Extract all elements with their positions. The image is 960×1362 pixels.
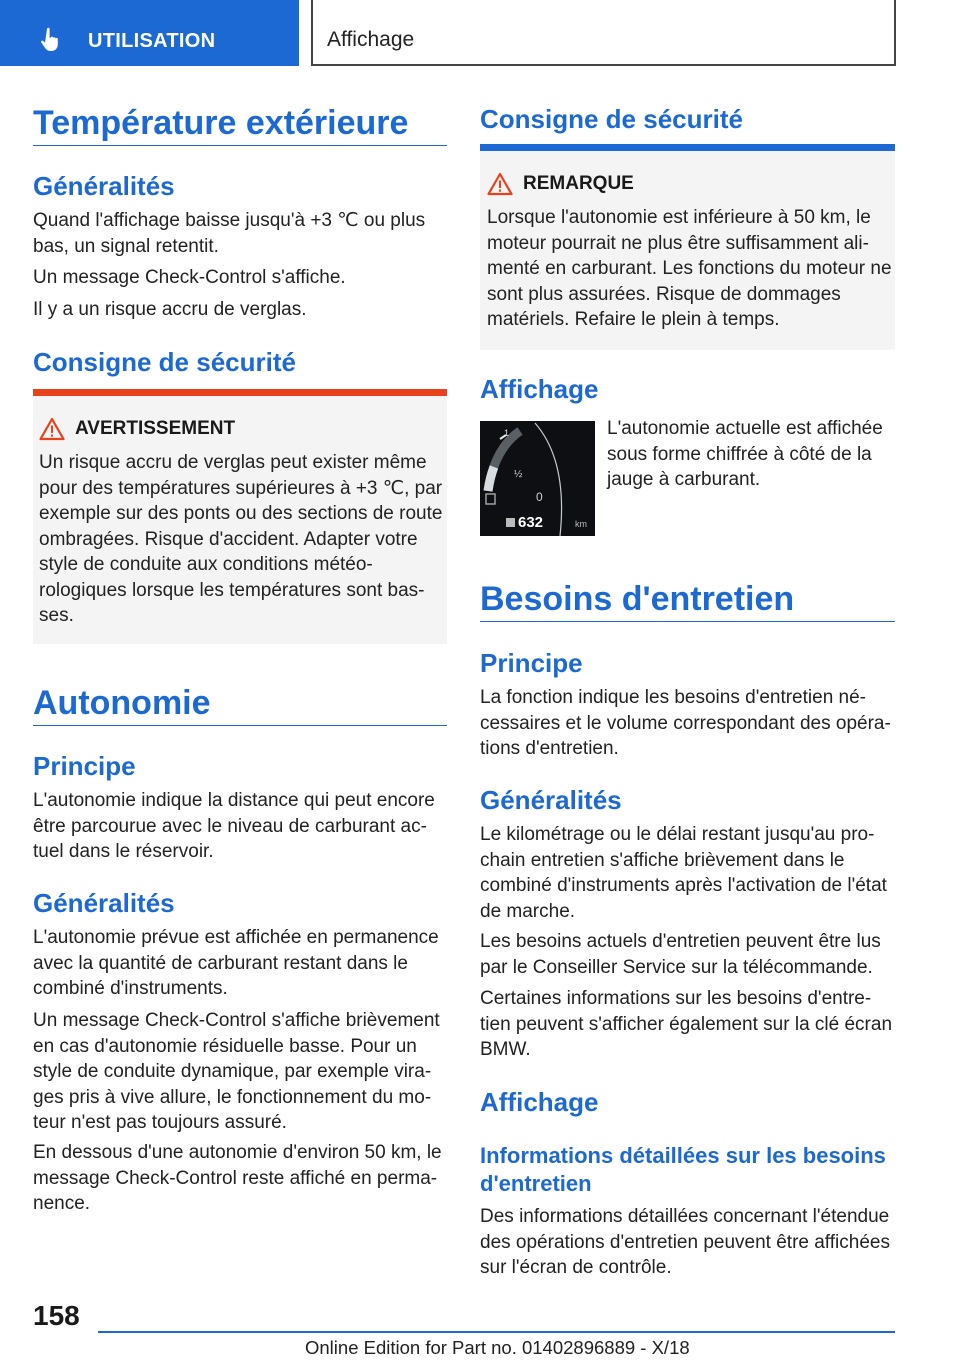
principe-heading: Principe (480, 648, 583, 678)
paragraph: En dessous d'une autonomie d'environ 50 km, le message Check-Control reste affiché en perma-nence. (33, 1142, 442, 1214)
besoins-title: Besoins d'entretien (480, 580, 795, 618)
paragraph: Les besoins actuels d'entretien peuvent être lus par le Conseiller Service sur la télécommande. (480, 931, 881, 978)
title-rule (33, 145, 447, 146)
remark-label: REMARQUE (523, 173, 634, 194)
temperature-title: Température extérieure (33, 104, 409, 142)
gauge-range-unit: km (575, 519, 587, 529)
safety-heading: Consigne de sécurité (33, 347, 296, 377)
paragraph: Certaines informations sur les besoins d'entre-tien peuvent s'afficher également sur la clé écran BMW. (480, 988, 893, 1060)
svg-text:0: 0 (536, 490, 543, 504)
safety-heading: Consigne de sécurité (480, 104, 743, 134)
page-header (0, 0, 960, 66)
section-label: Affichage (327, 28, 415, 51)
info-heading: Informations détaillées sur les besoins d'entretien (480, 1143, 886, 1196)
footer-rule (98, 1331, 895, 1333)
paragraph: L'autonomie actuelle est affichée sous forme chiffrée à côté de la jauge à carburant. (607, 418, 883, 490)
svg-text:1: 1 (504, 428, 510, 438)
generalites-heading: Généralités (33, 888, 175, 918)
paragraph: L'autonomie indique la distance qui peut encore être parcourue avec le niveau de carburant ac-tuel dans le réservoir. (33, 790, 435, 862)
autonomie-title: Autonomie (33, 684, 211, 722)
warning-head (39, 417, 235, 441)
warning-box (33, 389, 447, 644)
principe-heading: Principe (33, 751, 136, 781)
page-number: 158 (33, 1300, 80, 1331)
generalites-heading: Généralités (33, 171, 175, 201)
paragraph: Des informations détaillées concernant l'étendue des opérations d'entretien peuvent être affichées sur l'écran de contrôle. (480, 1206, 890, 1278)
section-box (311, 0, 896, 66)
affichage-heading: Affichage (480, 1087, 599, 1117)
remark-text: Lorsque l'autonomie est inférieure à 50 km, le moteur pourrait ne plus être suffisamment ali-menté en carburant. Les fonctions du moteur ne sont plus assurées. Risque de dommages matériels. Refaire le plein à temps. (487, 207, 892, 330)
gauge-half-label: ½ (514, 469, 523, 480)
chapter-label: UTILISATION (88, 30, 216, 52)
paragraph: La fonction indique les besoins d'entretien né-cessaires et le volume correspondant des opéra-tions d'entretien. (480, 687, 891, 759)
remark-bar (480, 144, 895, 151)
title-rule (480, 621, 895, 622)
chapter-tab (0, 0, 299, 66)
warning-triangle-icon (39, 417, 65, 441)
edition-text: Online Edition for Part no. 01402896889 - X/18 (305, 1337, 690, 1358)
paragraph: Un message Check-Control s'affiche. (33, 267, 346, 288)
hand-pointer-icon (38, 26, 66, 54)
generalites-heading: Généralités (480, 785, 622, 815)
fuel-gauge-image (480, 421, 595, 536)
warning-text: Un risque accru de verglas peut exister même pour des températures supérieures à +3 ℃, par exemple sur des ponts ou des sections de route ombragées. Risque d'accident. Adapter votre style de conduite aux conditions météo-rologiques lorsque les températures sont bas-ses. (39, 452, 443, 626)
paragraph: Le kilométrage ou le délai restant jusqu'au pro-chain entretien s'affiche brièvement dans le combiné d'instruments après l'activation de l'état de marche. (480, 824, 887, 922)
affichage-heading: Affichage (480, 374, 599, 404)
remark-box (480, 144, 895, 350)
paragraph: Il y a un risque accru de verglas. (33, 299, 307, 320)
warning-label: AVERTISSEMENT (75, 418, 236, 439)
paragraph: Un message Check-Control s'affiche brièvement en cas d'autonomie résiduelle basse. Pour un style de conduite dynamique, par exemple vira-ges pris à vive allure, le fonctionnement du mo-teur n'est pas toujours assuré. (33, 1010, 440, 1133)
remark-head (487, 172, 634, 196)
warning-triangle-icon (487, 172, 513, 196)
title-rule (33, 725, 447, 726)
paragraph: Quand l'affichage baisse jusqu'à +3 ℃ ou plus bas, un signal retentit. (33, 210, 426, 257)
gauge-range-value: 632 (518, 514, 544, 531)
warning-bar (33, 389, 447, 396)
paragraph: L'autonomie prévue est affichée en permanence avec la quantité de carburant restant dans le combiné d'instruments. (33, 927, 439, 999)
